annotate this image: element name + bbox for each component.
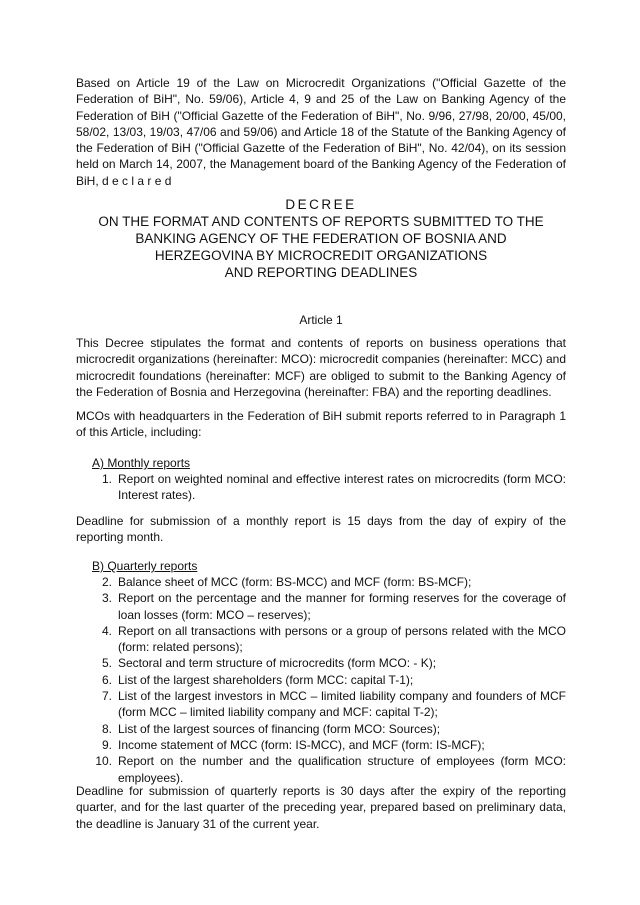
decree-title bbox=[56, 196, 586, 281]
list-item-text: Report on the percentage and the manner for forming reserves for the coverage of loan losses (form: MCO – reserves); bbox=[118, 591, 566, 622]
intro-paragraph: Based on Article 19 of the Law on Microcredit Organizations ("Official Gazette of the Federation of BiH", No. 59/06), Article 4, 9 and 25 of the Law on Banking Agency of the Federation of BiH ("Official Gazette of the Federation of BiH", No. 9/96, 27/98, 20/00, 45/00, 58/02, 13/03, 19/03, 47/06 and 59/06) and Article 18 of the Statute of the Banking Agency of the Federation of BiH ("Official Gazette of the Federation of BiH", No. 42/04), on its session held on March 14, 2007, the Management board of the Banking Agency of the Federation of BiH, d e c l a r e d bbox=[76, 76, 566, 188]
list-item-number: 4. bbox=[101, 623, 112, 638]
list-item-text: List of the largest investors in MCC – limited liability company and founders of MCF (form MCC – limited liability company and MCF: capital T-2); bbox=[118, 689, 566, 720]
list-item bbox=[92, 471, 566, 504]
list-item bbox=[92, 590, 566, 623]
list-item bbox=[92, 721, 566, 737]
list-item bbox=[92, 688, 566, 721]
section-a-heading: A) Monthly reports bbox=[92, 456, 191, 470]
list-item-text: Sectoral and term structure of microcredits (form MCO: - K); bbox=[118, 656, 437, 671]
monthly-reports-list bbox=[92, 471, 566, 504]
list-item-text: List of the largest sources of financing (form MCO: Sources); bbox=[118, 721, 441, 736]
list-item bbox=[92, 655, 566, 671]
list-item-text: Income statement of MCC (form: IS-MCC), and MCF (form: IS-MCF); bbox=[118, 737, 485, 752]
list-item bbox=[92, 737, 566, 753]
list-item-number: 6. bbox=[101, 672, 112, 687]
paragraph-reports-including: MCOs with headquarters in the Federation of BiH submit reports referred to in Paragraph 1 of this Article, including: bbox=[76, 409, 566, 440]
paragraph-quarterly-deadline: Deadline for submission of quarterly reports is 30 days after the expiry of the reporting quarter, and for the last quarter of the preceding year, prepared based on preliminary data, the deadline is January 31 of the current year. bbox=[76, 784, 566, 831]
decree-title-line-4: AND REPORTING DEADLINES bbox=[224, 265, 418, 280]
paragraph-scope: This Decree stipulates the format and contents of reports on business operations that microcredit organizations (hereinafter: MCO): microcredit companies (hereinafter: MCC) and microcredit foundations (hereinafter: MCF) are obliged to submit to the Banking Agency of the Federation of Bosnia and Herzegovina (hereinafter: FBA) and the reporting deadlines. bbox=[76, 336, 566, 399]
list-item-number: 5. bbox=[101, 656, 112, 671]
list-item-text: Report on all transactions with persons or a group of persons related with the MCO (form: related persons); bbox=[118, 623, 566, 655]
decree-title-line-3: HERZEGOVINA BY MICROCREDIT ORGANIZATIONS bbox=[154, 248, 488, 263]
list-item-text: Balance sheet of MCC (form: BS-MCC) and MCF (form: BS-MCF); bbox=[118, 575, 472, 589]
decree-title-line-2: BANKING AGENCY OF THE FEDERATION OF BOSNIA AND bbox=[135, 231, 507, 246]
list-item bbox=[92, 574, 566, 590]
list-item-number: 7. bbox=[101, 689, 112, 704]
section-b-heading: B) Quarterly reports bbox=[92, 559, 198, 573]
list-item-number: 3. bbox=[101, 591, 112, 606]
list-item-text: List of the largest shareholders (form MCC: capital T-1); bbox=[118, 672, 414, 687]
list-item bbox=[92, 753, 566, 786]
decree-heading: DECREE bbox=[285, 197, 357, 212]
paragraph-monthly-deadline: Deadline for submission of a monthly report is 15 days from the day of expiry of the reporting month. bbox=[76, 514, 566, 545]
decree-title-line-1: ON THE FORMAT AND CONTENTS OF REPORTS SUBMITTED TO THE bbox=[98, 214, 544, 229]
quarterly-reports-list bbox=[92, 574, 566, 786]
list-item bbox=[92, 672, 566, 688]
list-item-text: Report on the number and the qualification structure of employees (form MCO: employees). bbox=[118, 754, 566, 785]
list-item-number: 9. bbox=[101, 737, 112, 752]
list-item-number: 1. bbox=[101, 472, 112, 486]
list-item-number: 10. bbox=[95, 754, 112, 769]
list-item bbox=[92, 623, 566, 656]
list-item-number: 2. bbox=[101, 575, 112, 589]
list-item-text: Report on weighted nominal and effective interest rates on microcredits (form MCO: Interest rates). bbox=[118, 472, 566, 503]
article-heading: Article 1 bbox=[299, 313, 343, 327]
list-item-number: 8. bbox=[101, 721, 112, 736]
